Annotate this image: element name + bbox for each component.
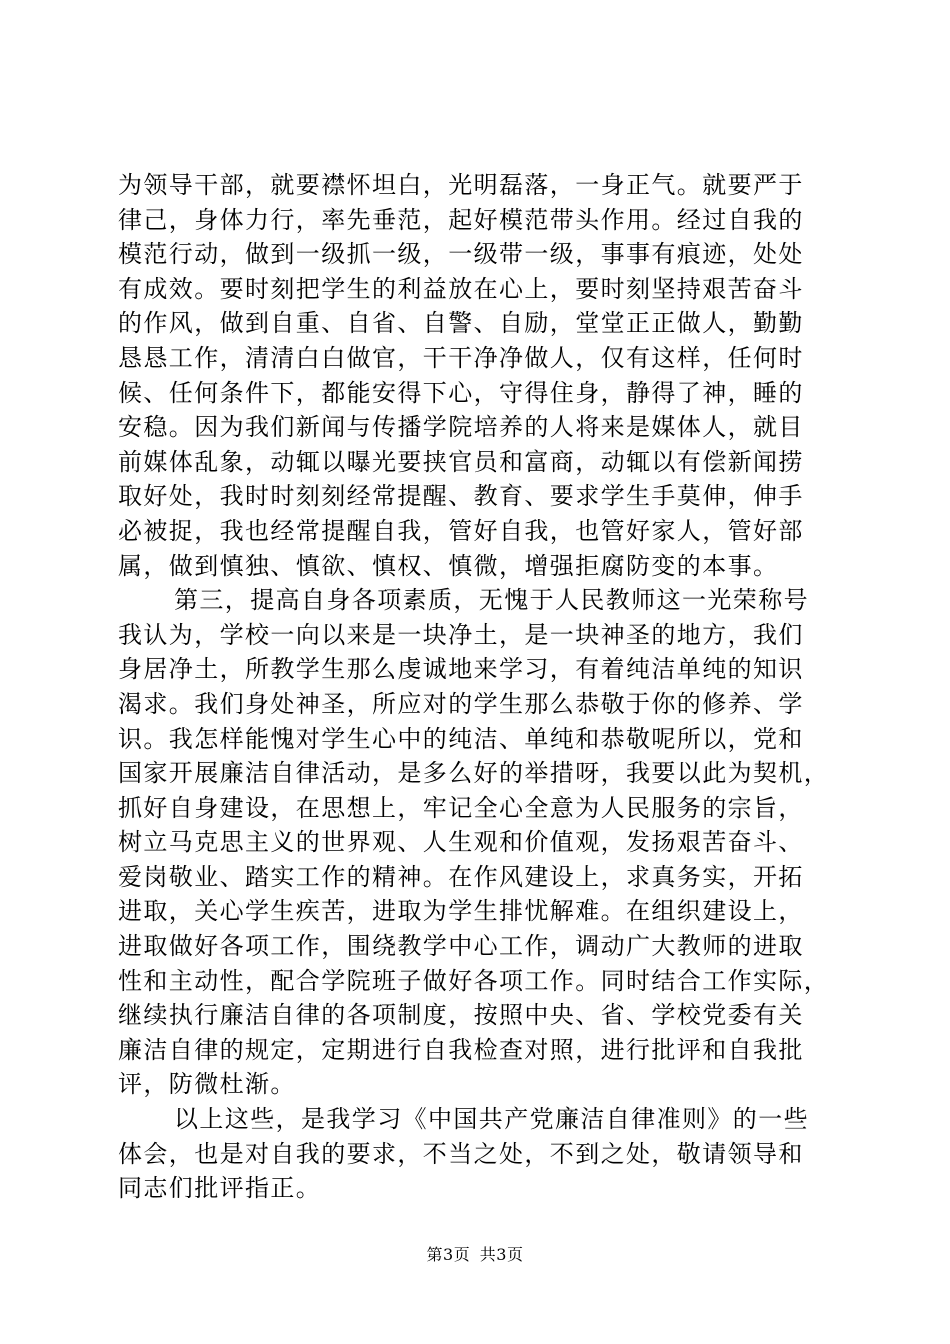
text-line: 树立马克思主义的世界观、人生观和价值观，发扬艰苦奋斗、 [118,828,804,857]
text-line: 必被捉，我也经常提醒自我，管好自我，也管好家人，管好部 [118,516,804,545]
text-line: 进取，关心学生疾苦，进取为学生排忧解难。在组织建设上， [118,897,804,926]
text-line: 国家开展廉洁自律活动，是多么好的举措呀，我要以此为契机， [118,759,830,788]
text-line: 安稳。因为我们新闻与传播学院培养的人将来是媒体人，就目 [118,413,804,442]
body-text [118,168,838,1206]
text-line: 属，做到慎独、慎欲、慎权、慎微，增强拒腐防变的本事。 [118,551,779,580]
text-line: 继续执行廉洁自律的各项制度，按照中央、省、学校党委有关 [118,1001,804,1030]
text-line: 渴求。我们身处神圣，所应对的学生那么恭敬于你的修养、学 [118,689,804,718]
text-line: 性和主动性，配合学院班子做好各项工作。同时结合工作实际， [118,966,830,995]
text-line: 取好处，我时时刻刻经常提醒、教育、要求学生手莫伸，伸手 [118,482,804,511]
text-line: 的作风，做到自重、自省、自警、自励，堂堂正正做人，勤勤 [118,309,804,338]
text-line: 抓好自身建设，在思想上，牢记全心全意为人民服务的宗旨， [118,793,804,822]
text-line: 体会，也是对自我的要求，不当之处，不到之处，敬请领导和 [118,1139,804,1168]
text-line: 进取做好各项工作，围绕教学中心工作，调动广大教师的进取 [118,932,804,961]
text-line: 爱岗敬业、踏实工作的精神。在作风建设上，求真务实，开拓 [118,862,804,891]
page-total: 共3页 [479,1245,524,1264]
text-line: 模范行动，做到一级抓一级，一级带一级，事事有痕迹，处处 [118,240,804,269]
text-line: 我认为，学校一向以来是一块净土，是一块神圣的地方，我们 [118,620,804,649]
page-number: 第3页 [426,1245,471,1264]
text-line: 身居净土，所教学生那么虔诚地来学习，有着纯洁单纯的知识 [118,655,804,684]
page-footer [0,1245,950,1265]
text-line: 识。我怎样能愧对学生心中的纯洁、单纯和恭敬呢所以，党和 [118,724,804,753]
text-line: 律己，身体力行，率先垂范，起好模范带头作用。经过自我的 [118,205,804,234]
text-line: 廉洁自律的规定，定期进行自我检查对照，进行批评和自我批 [118,1035,804,1064]
text-line: 以上这些，是我学习《中国共产党廉洁自律准则》的一些 [174,1105,809,1134]
text-line: 第三，提高自身各项素质，无愧于人民教师这一光荣称号 [174,586,809,615]
text-line: 评，防微杜渐。 [118,1070,296,1099]
text-line: 有成效。要时刻把学生的利益放在心上，要时刻坚持艰苦奋斗 [118,274,804,303]
text-line: 同志们批评指正。 [118,1174,322,1203]
text-line: 恳恳工作，清清白白做官，干干净净做人，仅有这样，任何时 [118,343,804,372]
text-line: 为领导干部，就要襟怀坦白，光明磊落，一身正气。就要严于 [118,171,804,199]
text-line: 候、任何条件下，都能安得下心，守得住身，静得了神，睡的 [118,378,804,407]
text-line: 前媒体乱象，动辄以曝光要挟官员和富商，动辄以有偿新闻捞 [118,447,804,476]
